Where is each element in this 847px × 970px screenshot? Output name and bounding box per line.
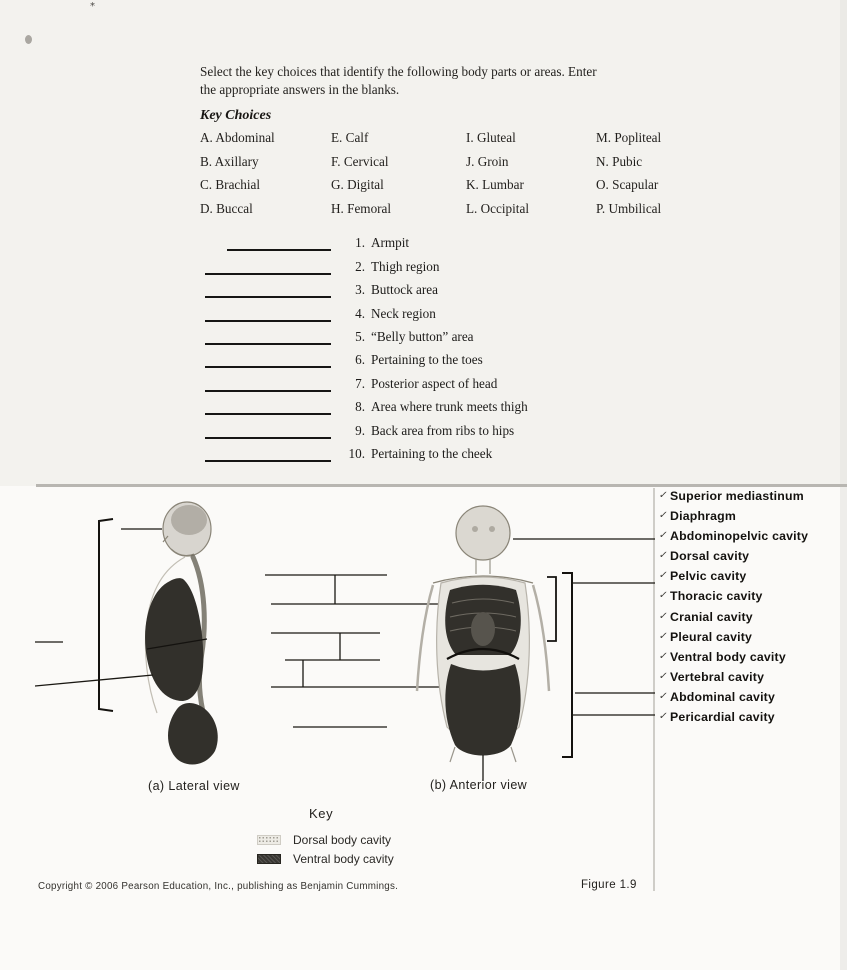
scan-speck: *: [90, 1, 95, 12]
legend-title: Key: [309, 806, 334, 821]
key-choices-column-3: [466, 131, 529, 225]
item-number: 3.: [355, 282, 365, 298]
ventral-cavity-swatch-icon: [257, 854, 281, 864]
check-icon: ✓: [657, 690, 669, 702]
central-leader-lines: [265, 575, 445, 727]
lateral-figure: [145, 502, 218, 765]
blank-row: [205, 415, 528, 438]
key-choices-column-1: [200, 131, 275, 225]
blank-row: [205, 368, 528, 391]
key-choice: B. Axillary: [200, 153, 259, 169]
item-number: 4.: [355, 305, 365, 321]
answer-blank-7[interactable]: [205, 377, 331, 392]
figure-label-item: [659, 630, 808, 650]
item-text: Armpit: [371, 235, 410, 251]
figure-label-item: [659, 690, 808, 710]
blank-row: [205, 345, 528, 368]
figure-label-text: Cranial cavity: [670, 609, 753, 624]
figure-label-item: [659, 569, 808, 589]
check-icon: ✓: [657, 650, 669, 662]
key-choice: D. Buccal: [200, 200, 253, 216]
item-number: 6.: [355, 352, 365, 368]
figure-label-item: [659, 650, 808, 670]
dorsal-cavity-swatch-icon: [257, 835, 281, 845]
key-choice: P. Umbilical: [596, 200, 662, 216]
anterior-brackets: [547, 573, 572, 757]
answer-blank-6[interactable]: [205, 353, 331, 368]
instructions-line-1: Select the key choices that identify the following body parts or areas. Enter: [200, 64, 597, 79]
blank-row: [205, 392, 528, 415]
lateral-view-caption: (a) Lateral view: [148, 779, 240, 793]
key-choices-heading: Key Choices: [200, 108, 272, 123]
legend-label: Dorsal body cavity: [293, 833, 392, 848]
item-number: 5.: [355, 328, 365, 344]
key-choice: O. Scapular: [596, 177, 659, 192]
check-icon: ✓: [657, 530, 669, 542]
figure-number: Figure 1.9: [581, 879, 637, 891]
check-icon: ✓: [657, 550, 669, 562]
answer-blank-5[interactable]: [205, 330, 331, 345]
blank-row: [205, 275, 528, 298]
key-choice: N. Pubic: [596, 153, 643, 169]
copyright-text: Copyright © 2006 Pearson Education, Inc., publishing as Benjamin Cummings.: [38, 881, 399, 892]
answer-blank-3[interactable]: [205, 283, 331, 298]
legend: [257, 831, 394, 868]
blank-row: [205, 228, 528, 251]
anterior-figure: [417, 506, 549, 762]
item-text: Pertaining to the cheek: [371, 445, 493, 461]
answer-blank-1[interactable]: [227, 236, 331, 251]
answer-blank-8[interactable]: [205, 400, 331, 415]
figure-label-item: [659, 589, 808, 609]
item-text: “Belly button” area: [371, 328, 474, 344]
answer-blanks-list: [205, 228, 528, 462]
check-icon: ✓: [657, 610, 669, 622]
item-number: 8.: [355, 399, 365, 415]
blank-row: [205, 298, 528, 321]
anterior-view-caption: (b) Anterior view: [430, 778, 528, 792]
key-choice: L. Occipital: [466, 200, 529, 216]
key-choice: M. Popliteal: [596, 130, 662, 145]
figure-label-text: Pelvic cavity: [670, 569, 747, 584]
figure-label-item: [659, 509, 808, 529]
check-icon: ✓: [657, 590, 669, 602]
figure-label-text: Pleural cavity: [670, 629, 753, 644]
item-number: 9.: [355, 422, 365, 438]
figure-label-item: [659, 610, 808, 630]
item-text: Buttock area: [371, 282, 439, 298]
key-choice: J. Groin: [466, 153, 509, 169]
figure-label-text: Abdominopelvic cavity: [670, 529, 809, 544]
figure-label-text: Pericardial cavity: [670, 710, 775, 725]
item-text: Neck region: [371, 305, 436, 321]
check-icon: ✓: [657, 630, 669, 642]
figure-label-item: [659, 710, 808, 730]
figure-label-text: Vertebral cavity: [670, 669, 765, 684]
figure-illustration: [35, 489, 655, 799]
answer-blank-10[interactable]: [205, 447, 331, 462]
figure-label-item: [659, 529, 808, 549]
item-text: Back area from ribs to hips: [371, 422, 515, 438]
instructions-text: [200, 63, 660, 98]
figure-label-list: [659, 489, 808, 730]
blank-row: [205, 251, 528, 274]
legend-row-dorsal: [257, 831, 394, 850]
figure-label-text: Ventral body cavity: [670, 649, 786, 664]
item-number: 2.: [355, 258, 365, 274]
item-number: 7.: [355, 375, 365, 391]
check-icon: ✓: [657, 711, 669, 723]
key-choice: A. Abdominal: [200, 130, 275, 145]
check-icon: ✓: [657, 570, 669, 582]
check-icon: ✓: [657, 670, 669, 682]
blank-row: [205, 322, 528, 345]
legend-label: Ventral body cavity: [293, 851, 394, 866]
key-choices-column-4: [596, 131, 661, 225]
key-choice: C. Brachial: [200, 177, 261, 192]
item-number: 10.: [348, 445, 365, 461]
legend-row-ventral: [257, 850, 394, 869]
figure-label-text: Superior mediastinum: [670, 489, 804, 503]
key-choice: H. Femoral: [331, 200, 392, 216]
lateral-bracket: [99, 519, 113, 711]
instructions-line-2: the appropriate answers in the blanks.: [200, 81, 400, 97]
key-choice: I. Gluteal: [466, 130, 516, 145]
figure-label-text: Diaphragm: [670, 509, 737, 524]
figure-label-item: [659, 549, 808, 569]
answer-blank-2[interactable]: [205, 260, 331, 275]
figure-label-text: Dorsal cavity: [670, 549, 750, 564]
item-text: Thigh region: [371, 258, 440, 274]
check-icon: ✓: [657, 510, 669, 522]
section-divider: [36, 484, 847, 487]
figure-label-item: [659, 489, 808, 509]
item-text: Area where trunk meets thigh: [371, 399, 528, 415]
item-text: Posterior aspect of head: [371, 375, 498, 391]
key-choice: K. Lumbar: [466, 177, 524, 192]
blank-row: [205, 439, 528, 462]
key-choice: G. Digital: [331, 177, 384, 192]
key-choice: F. Cervical: [331, 153, 389, 169]
figure-label-text: Thoracic cavity: [670, 589, 763, 604]
answer-blank-4[interactable]: [205, 307, 331, 322]
key-choice: E. Calf: [331, 130, 369, 145]
answer-blank-9[interactable]: [205, 424, 331, 439]
figure-label-text: Abdominal cavity: [670, 689, 776, 704]
key-choices-column-2: [331, 131, 391, 225]
scan-smudge: [25, 35, 32, 44]
check-icon: ✓: [657, 490, 669, 501]
item-number: 1.: [355, 235, 365, 251]
item-text: Pertaining to the toes: [371, 352, 483, 368]
figure-label-item: [659, 670, 808, 690]
